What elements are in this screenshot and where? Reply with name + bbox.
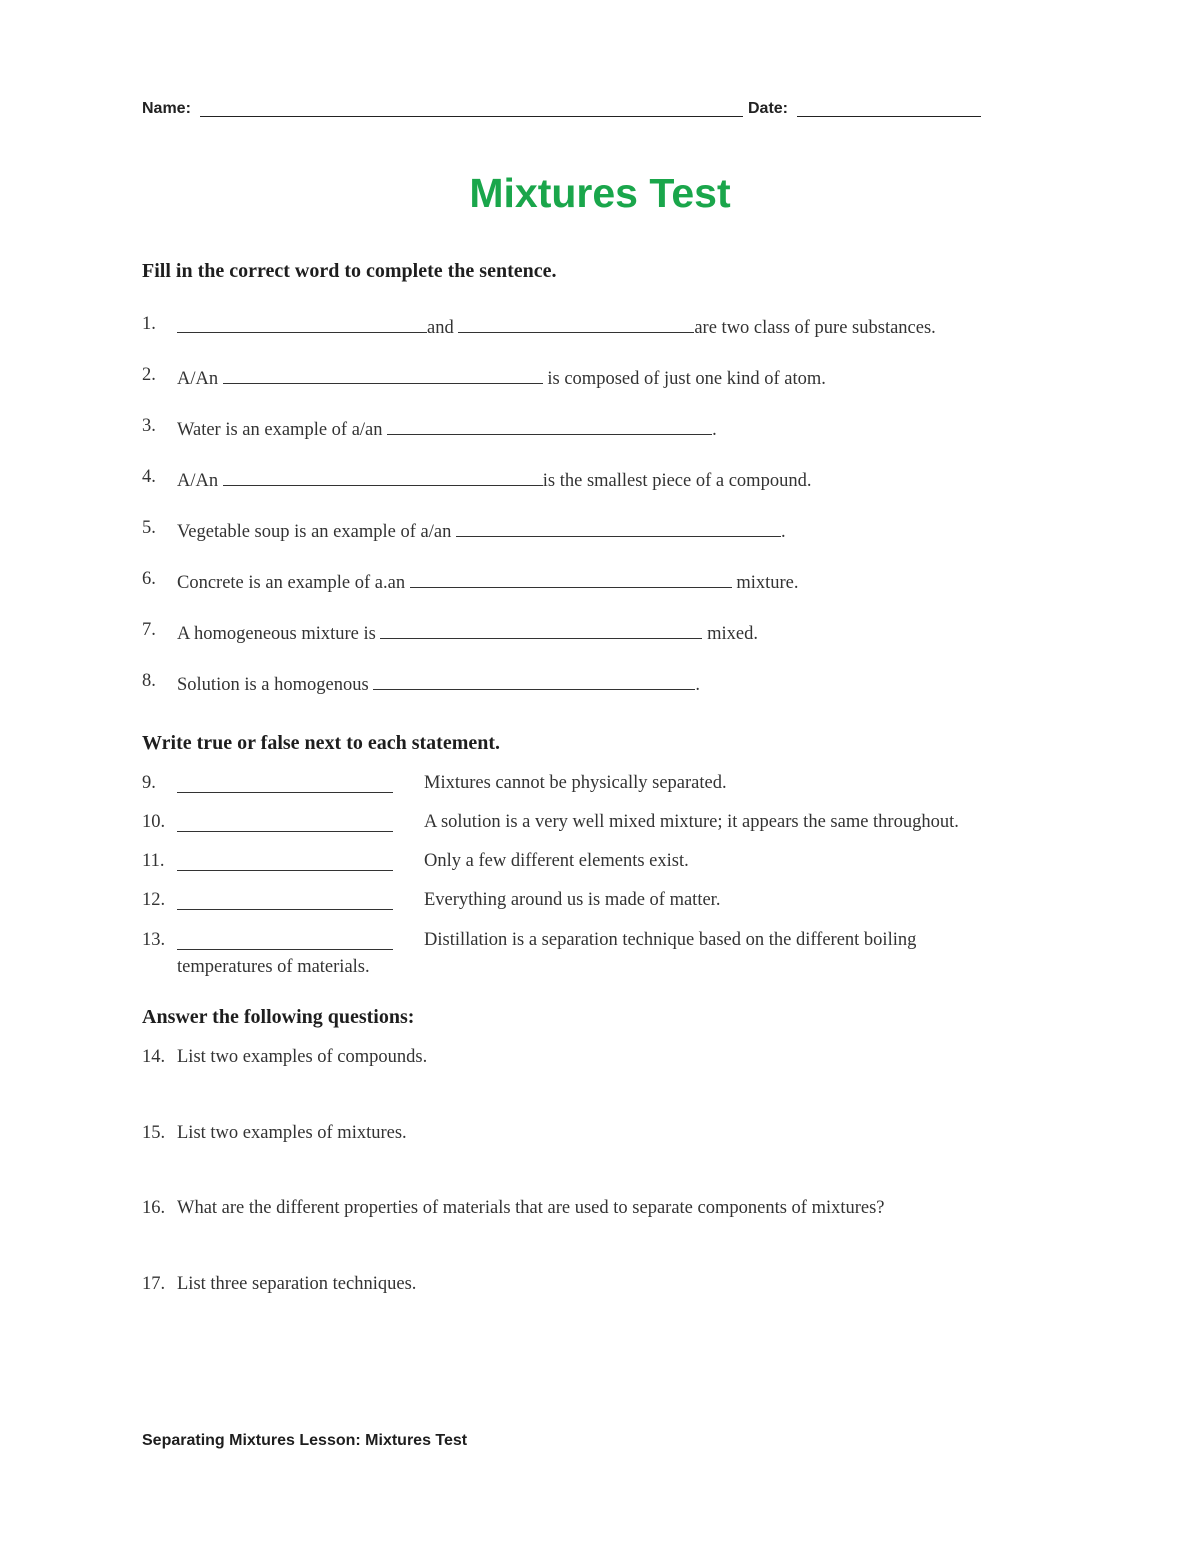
answer-blank[interactable]	[373, 671, 695, 690]
question-text: are two class of pure substances.	[694, 318, 936, 338]
statement-13-continuation: temperatures of materials.	[177, 957, 370, 977]
name-label: Name:	[142, 100, 191, 117]
answer-blank[interactable]	[223, 365, 543, 384]
question-number: 15.	[142, 1123, 166, 1143]
question-text: .	[780, 522, 786, 542]
statement-text: Distillation is a separation technique based on the different boiling	[424, 930, 917, 950]
question-number: 11.	[142, 851, 165, 871]
question-number: 13.	[142, 930, 166, 950]
question-text: List two examples of compounds.	[177, 1047, 428, 1067]
answer-blank[interactable]	[458, 314, 694, 333]
question-number: 10.	[142, 812, 166, 832]
statement-text: Mixtures cannot be physically separated.	[424, 773, 727, 793]
answer-blank[interactable]	[177, 314, 427, 333]
page-footer: Separating Mixtures Lesson: Mixtures Test	[142, 1432, 468, 1449]
question-text: is composed of just one kind of atom.	[547, 369, 826, 389]
section-fill-in-heading: Fill in the correct word to complete the sentence.	[142, 260, 557, 282]
answer-blank[interactable]	[177, 870, 393, 871]
question-text: A/An	[177, 369, 219, 389]
question-text: A/An	[177, 471, 219, 491]
question-number: 6.	[142, 569, 156, 589]
question-text: .	[695, 675, 700, 695]
question-text: Concrete is an example of a.an	[177, 573, 406, 593]
question-number: 16.	[142, 1198, 166, 1218]
question-text: List two examples of mixtures.	[177, 1123, 407, 1143]
answer-blank[interactable]	[177, 909, 393, 910]
question-text: mixed.	[707, 624, 758, 644]
section-short-answer-heading: Answer the following questions:	[142, 1006, 415, 1028]
question-number: 7.	[142, 620, 156, 640]
answer-blank[interactable]	[177, 792, 393, 793]
question-number: 3.	[142, 416, 156, 436]
answer-blank[interactable]	[177, 949, 393, 950]
question-text: A homogeneous mixture is	[177, 624, 376, 644]
answer-blank[interactable]	[387, 416, 712, 435]
question-text: is the smallest piece of a compound.	[542, 471, 812, 491]
question-text: and	[427, 318, 454, 338]
question-number: 8.	[142, 671, 156, 691]
question-number: 5.	[142, 518, 156, 538]
answer-blank[interactable]	[380, 620, 702, 639]
page-title: Mixtures Test	[469, 170, 731, 216]
question-text: mixture.	[736, 573, 799, 593]
question-number: 1.	[142, 314, 156, 334]
date-label: Date:	[748, 100, 789, 117]
question-number: 4.	[142, 467, 156, 487]
question-number: 17.	[142, 1274, 166, 1294]
question-text: Solution is a homogenous	[177, 675, 369, 695]
question-text: .	[712, 420, 717, 440]
answer-blank[interactable]	[410, 569, 732, 588]
answer-blank[interactable]	[456, 518, 781, 537]
date-field[interactable]	[797, 116, 981, 117]
answer-blank[interactable]	[223, 467, 543, 486]
question-text: Water is an example of a/an	[177, 420, 383, 440]
question-text: Vegetable soup is an example of a/an	[177, 522, 452, 542]
question-text: List three separation techniques.	[177, 1274, 417, 1294]
statement-text: Everything around us is made of matter.	[424, 890, 721, 910]
question-number: 9.	[142, 773, 156, 793]
question-text: What are the different properties of materials that are used to separate components of mixtures?	[177, 1198, 885, 1218]
statement-text: Only a few different elements exist.	[424, 851, 689, 871]
question-number: 2.	[142, 365, 156, 385]
answer-blank[interactable]	[177, 831, 393, 832]
section-true-false-heading: Write true or false next to each statement.	[142, 732, 501, 754]
name-field[interactable]	[200, 116, 743, 117]
statement-text: A solution is a very well mixed mixture; it appears the same throughout.	[424, 812, 959, 832]
question-number: 14.	[142, 1047, 166, 1067]
question-number: 12.	[142, 890, 166, 910]
